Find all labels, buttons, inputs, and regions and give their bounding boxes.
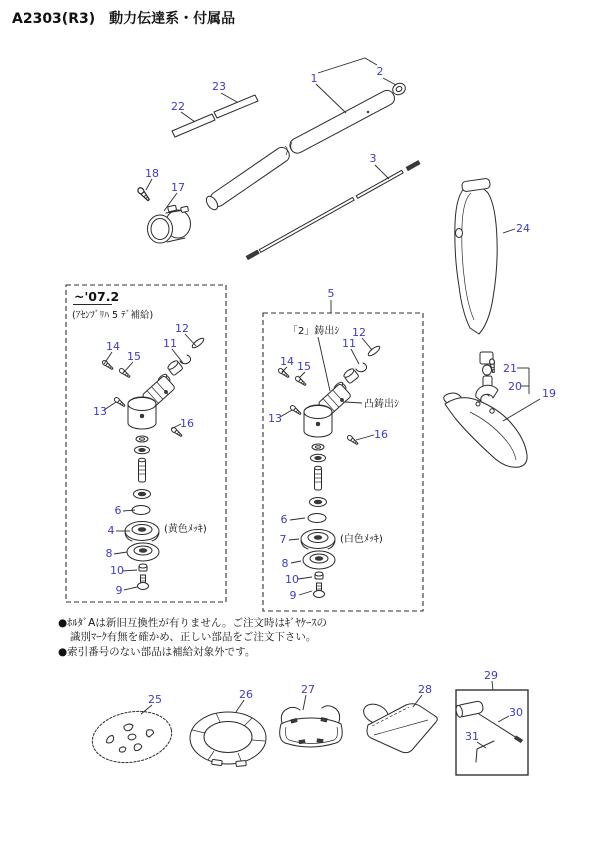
callout-4: 4 (107, 524, 115, 537)
callout-29: 29 (484, 669, 498, 682)
callout-21: 21 (503, 362, 517, 375)
callout-25: 25 (148, 693, 162, 706)
callout-20: 20 (508, 380, 522, 393)
part-19-guard-drawing (444, 393, 527, 467)
old-spec-period-label: ~'07.2 (74, 289, 120, 304)
part-23-decal-drawing (214, 95, 258, 118)
footnote-line-3: ●索引番号のない部品は補給対象外です。 (58, 646, 256, 658)
old-plating-note: (黄色ﾒｯｷ) (164, 524, 207, 535)
callout-31: 31 (465, 730, 479, 743)
callout-16-old: 16 (180, 417, 194, 430)
callout-24: 24 (516, 222, 530, 235)
gearhead-assembly-old-drawing (101, 337, 205, 590)
callout-6-new: 6 (280, 513, 288, 526)
callout-13-old: 13 (93, 405, 107, 418)
callout-19: 19 (542, 387, 556, 400)
callout-26: 26 (239, 688, 253, 701)
part-27-goggles-drawing (280, 706, 343, 747)
callout-8-old: 8 (105, 547, 113, 560)
gearhead-assembly-current-drawing (277, 345, 381, 598)
callout-9-new: 9 (289, 589, 297, 602)
boss-mark-note: 凸鋳出ｼ (364, 399, 399, 410)
callout-9-old: 9 (115, 584, 123, 597)
callout-12-new: 12 (352, 326, 366, 339)
callout-11-new: 11 (342, 337, 356, 350)
callout-8-new: 8 (281, 557, 289, 570)
callout-3: 3 (369, 152, 377, 165)
callout-15-new: 15 (297, 360, 311, 373)
callout-13-new: 13 (268, 412, 282, 425)
part-20-clamp-drawing (476, 385, 498, 401)
old-spec-supply-note: (ｱｾﾝﾌﾞﾘﾊ 5 ﾃﾞ補給) (72, 310, 154, 321)
callout-14-old: 14 (106, 340, 120, 353)
part-18-bolt-drawing (137, 187, 151, 202)
callout-10-old: 10 (110, 564, 124, 577)
callout-6-old: 6 (114, 504, 122, 517)
callout-23: 23 (212, 80, 226, 93)
callout-28: 28 (418, 683, 432, 696)
part-31-hex-key-drawing (476, 741, 494, 762)
callout-1: 1 (310, 72, 318, 85)
callout-2: 2 (376, 65, 384, 78)
page-title: A2303(R3) 動力伝達系・付属品 (12, 11, 236, 27)
callout-17: 17 (171, 181, 185, 194)
callout-22: 22 (171, 100, 185, 113)
callout-16-new: 16 (374, 428, 388, 441)
callout-11-old: 11 (163, 337, 177, 350)
part-17-hanger-clamp-drawing (148, 205, 191, 243)
part-3-drive-shaft-drawing (246, 160, 420, 259)
callout-15-old: 15 (127, 350, 141, 363)
callout-7: 7 (279, 533, 287, 546)
footnote-line-2: 識別ﾏｰｸ有無を確かめ、正しい部品をご注文下さい。 (70, 631, 317, 643)
part-28-blade-cover-drawing (360, 700, 437, 752)
cast-mark-note: 「2」鋳出ｼ (288, 326, 340, 337)
callout-12-old: 12 (175, 322, 189, 335)
callout-14-new: 14 (280, 355, 294, 368)
footnotes (58, 616, 327, 658)
callout-18: 18 (145, 167, 159, 180)
footnote-line-1: ●ﾎﾙﾀﾞAは新旧互換性が有りません。ご注文時はｷﾞﾔｹｰｽの (58, 617, 327, 629)
part-25-saw-blade-drawing (88, 705, 175, 768)
callout-27: 27 (301, 683, 315, 696)
current-plating-note: (白色ﾒｯｷ) (340, 534, 383, 545)
callout-10-new: 10 (285, 573, 299, 586)
part-26-rim-ring-drawing (190, 712, 266, 767)
part-22-decal-drawing (172, 114, 215, 137)
part-21-screw-drawing (489, 359, 496, 373)
callout-30: 30 (509, 706, 523, 719)
callout-5: 5 (327, 287, 335, 300)
